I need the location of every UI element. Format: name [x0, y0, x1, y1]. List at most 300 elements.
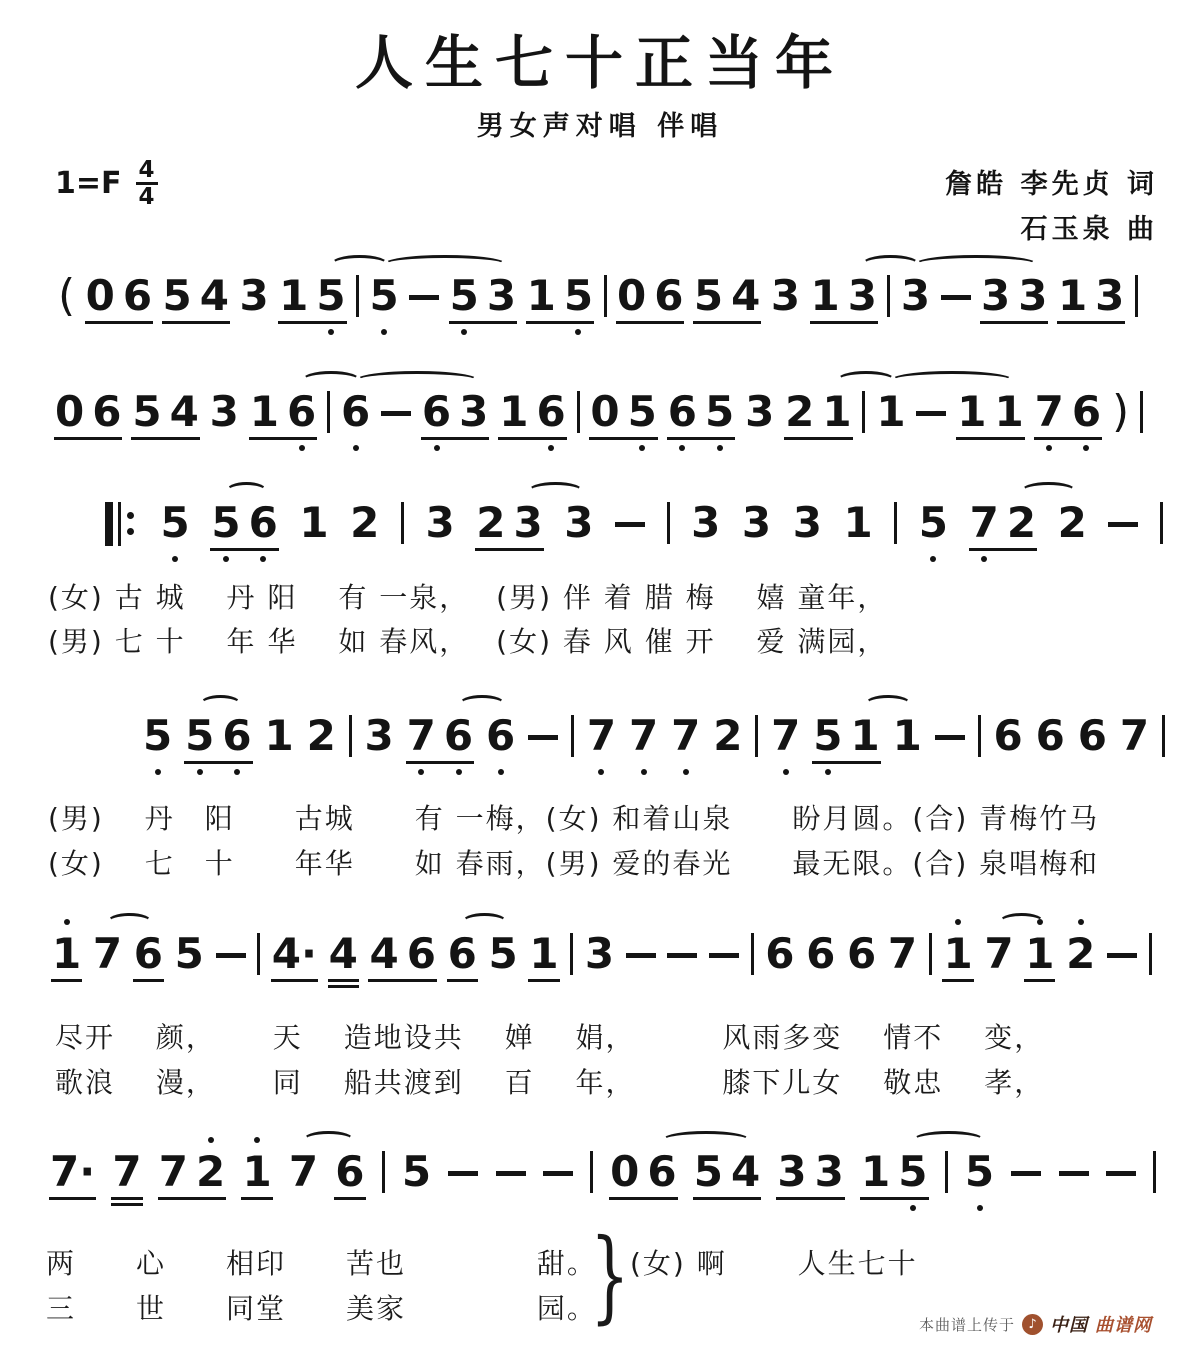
barline	[1135, 275, 1138, 317]
note-1: 1	[279, 271, 309, 320]
beam-group	[450, 272, 516, 320]
beam-group	[694, 272, 760, 320]
beam-line	[956, 437, 1024, 440]
low-octave-dot	[783, 769, 789, 775]
music-line-intro-2	[55, 388, 1143, 436]
note-5: 5	[174, 929, 204, 978]
beam-line	[54, 437, 122, 440]
note-2: 2	[713, 711, 743, 760]
high-octave-dot	[955, 919, 961, 925]
beam-line	[85, 321, 153, 324]
beam-group	[813, 712, 879, 760]
low-octave-dot	[434, 445, 440, 451]
site-logo-icon: ♪	[1022, 1314, 1043, 1335]
note-6: 6	[847, 929, 877, 978]
barline	[1162, 715, 1165, 757]
barline	[1153, 1151, 1156, 1193]
dash-mark	[626, 953, 656, 958]
barline	[1140, 391, 1143, 433]
note-2: 2	[476, 498, 506, 547]
note-1: 1	[994, 387, 1024, 436]
beam-line	[421, 437, 489, 440]
slur-tie-arc	[302, 371, 360, 389]
beam-group	[785, 388, 851, 436]
note-6: 6	[249, 499, 278, 547]
beam-group	[957, 388, 1023, 436]
note-5: 5	[185, 712, 214, 760]
note-3: 3	[486, 271, 517, 320]
beam-group	[668, 388, 734, 436]
beam-group	[132, 388, 198, 436]
barline	[887, 275, 890, 317]
beam-group	[617, 272, 683, 320]
beam-group	[250, 388, 316, 436]
slur-tie-arc	[331, 255, 388, 273]
barline	[401, 502, 404, 544]
low-octave-dot	[910, 1205, 916, 1211]
lyric-row: 两 心 相印 苦也 甜。	[46, 1247, 597, 1280]
note-5: 5	[564, 272, 593, 320]
note-6: 6	[341, 388, 370, 436]
key-signature	[55, 158, 158, 209]
beam-line	[980, 321, 1048, 324]
note-3: 3	[584, 929, 615, 978]
lyric-row: (女) 古 城 丹 阳 有 一泉， (男) 伴 着 腊 梅 嬉 童年，	[48, 581, 888, 614]
note-7: 7	[984, 929, 1014, 978]
beam-line	[969, 548, 1037, 551]
low-octave-dot	[679, 445, 685, 451]
dash-mark	[1011, 1171, 1041, 1176]
lyric-row: 尽开 颜， 天 造地设共 婵 娟， 风雨多变 情不 变，	[55, 1021, 1045, 1054]
barline	[349, 715, 352, 757]
note-1: 1	[299, 498, 329, 547]
note-2: 2	[350, 498, 380, 547]
beam-line	[1034, 437, 1102, 440]
beam-group	[694, 1148, 760, 1196]
slur-tie-arc	[107, 913, 152, 931]
note-6: 6	[654, 271, 684, 320]
low-octave-dot	[548, 445, 554, 451]
note-4: 4	[199, 271, 230, 320]
note-1: 1	[529, 930, 558, 978]
dash-mark	[496, 1171, 526, 1176]
note-5: 5	[919, 499, 948, 547]
low-octave-dot	[930, 556, 936, 562]
beam-line	[498, 437, 566, 440]
note-1: 1	[861, 1147, 891, 1196]
note-6: 6	[222, 712, 251, 760]
beam-line	[184, 761, 252, 764]
beam-line	[526, 321, 594, 324]
barline	[590, 1151, 593, 1193]
dash-mark	[667, 953, 697, 958]
note-4: 4	[329, 930, 358, 978]
beam-line	[812, 761, 880, 764]
note-6: 6	[122, 271, 153, 320]
note-4: 4	[731, 271, 761, 320]
beam-line	[1057, 321, 1125, 324]
note-5: 5	[693, 271, 724, 320]
note-0: 0	[610, 1147, 640, 1196]
low-octave-dot	[717, 445, 723, 451]
note-5: 5	[401, 1147, 432, 1196]
barline	[945, 1151, 948, 1193]
low-octave-dot	[234, 769, 240, 775]
note-6: 6	[448, 930, 477, 978]
beam-group	[159, 1148, 225, 1196]
note-5: 5	[450, 272, 479, 320]
dash-mark	[935, 735, 965, 740]
note-3: 3	[814, 1147, 844, 1196]
dash-mark	[916, 411, 946, 416]
beam-line	[693, 1197, 761, 1200]
page-subtitle: 男女声对唱 伴唱	[476, 111, 724, 142]
barline	[570, 933, 573, 975]
note-1: 1	[822, 387, 852, 436]
note-6: 6	[1072, 388, 1101, 436]
note-6: 6	[406, 929, 436, 978]
low-octave-dot	[260, 556, 266, 562]
beam-group	[86, 272, 152, 320]
low-octave-dot	[197, 769, 203, 775]
low-octave-dot	[155, 769, 161, 775]
slur-tie-arc	[303, 1131, 353, 1149]
note-5: 5	[211, 499, 240, 547]
beam-line	[249, 437, 317, 440]
beam-line	[449, 321, 517, 324]
beam-group	[811, 272, 877, 320]
note-4dot: 4·	[272, 930, 317, 978]
slur-tie-arc	[862, 255, 919, 273]
note-2: 2	[1066, 930, 1095, 978]
lyric-row: (女) 七 十 年华 如 春雨，(男) 爱的春光 最无限。(合) 泉唱梅和	[48, 847, 1100, 880]
dash-mark	[1106, 1171, 1136, 1176]
note-3: 3	[1095, 271, 1125, 320]
beam-group	[610, 1148, 676, 1196]
barline	[257, 933, 260, 975]
beam-group	[499, 388, 565, 436]
dash-mark	[941, 295, 971, 300]
note-1: 1	[242, 1148, 271, 1196]
note-1: 1	[810, 271, 840, 320]
high-octave-dot	[64, 919, 70, 925]
note-5: 5	[898, 1148, 927, 1196]
note-7: 7	[970, 499, 999, 547]
low-octave-dot	[172, 556, 178, 562]
music-line-intro-1	[58, 272, 1138, 320]
low-octave-dot	[683, 769, 689, 775]
slur-tie-arc	[528, 482, 583, 500]
beam-line	[860, 1197, 928, 1200]
slur-tie-arc	[384, 255, 505, 273]
footer	[919, 1311, 1152, 1337]
slur-tie-arc	[200, 695, 241, 713]
beam-group	[407, 712, 473, 760]
barline	[571, 715, 574, 757]
slur-tie-arc	[915, 255, 1036, 273]
slur-tie-arc	[999, 913, 1044, 931]
dash-mark	[1107, 953, 1137, 958]
note-1: 1	[526, 271, 556, 320]
beam-line	[131, 437, 199, 440]
note-5: 5	[693, 1147, 723, 1196]
low-octave-dot	[639, 445, 645, 451]
barline	[327, 391, 330, 433]
ending-brace: }	[590, 1217, 630, 1334]
lyric-row: (男) 丹 阳 古城 有 一梅，(女) 和着山泉 盼月圆。(合) 青梅竹马	[48, 802, 1100, 835]
note-1: 1	[1025, 930, 1054, 978]
note-7: 7	[587, 712, 616, 760]
note-6: 6	[668, 388, 697, 436]
beam-line	[210, 548, 278, 551]
beam-group	[981, 272, 1047, 320]
note-3: 3	[847, 271, 877, 320]
low-octave-dot	[641, 769, 647, 775]
note-1: 1	[876, 387, 906, 436]
low-octave-dot	[598, 769, 604, 775]
slur-tie-arc	[459, 695, 505, 713]
dash-mark	[1108, 522, 1138, 527]
note-5: 5	[132, 387, 162, 436]
lyric-row: (男) 七 十 年 华 如 春风， (女) 春 风 催 开 爱 满园，	[48, 625, 888, 658]
barline	[604, 275, 607, 317]
note-6: 6	[92, 387, 122, 436]
note-3: 3	[691, 498, 721, 547]
note-5: 5	[705, 388, 734, 436]
beam-line	[368, 979, 436, 982]
beam-group	[185, 712, 251, 760]
beam-group	[422, 388, 488, 436]
music-line-verse-1	[105, 499, 1163, 547]
note-3: 3	[513, 498, 543, 547]
note-7: 7	[1035, 388, 1064, 436]
barline	[356, 275, 359, 317]
low-octave-dot	[977, 1205, 983, 1211]
barline	[978, 715, 981, 757]
dash-mark	[448, 1171, 478, 1176]
note-1: 1	[52, 930, 81, 978]
site-name-cn: 中国	[1050, 1315, 1088, 1336]
lyricist-credit: 詹皓 李先贞 词	[945, 169, 1158, 200]
lyric-row: (女) 啊 人生七十	[630, 1247, 918, 1280]
dash-mark	[709, 953, 739, 958]
note-6: 6	[335, 1148, 364, 1196]
dash-mark	[1059, 1171, 1089, 1176]
beam-line	[784, 437, 852, 440]
note-6: 6	[486, 712, 515, 760]
low-octave-dot	[223, 556, 229, 562]
beam-line	[609, 1197, 677, 1200]
beam-line	[278, 321, 346, 324]
parenthesis: (	[58, 270, 76, 321]
note-1: 1	[264, 711, 294, 760]
barline	[577, 391, 580, 433]
dash-mark	[528, 735, 558, 740]
note-6: 6	[1077, 711, 1107, 760]
slur-tie-arc	[356, 371, 478, 389]
note-4: 4	[169, 387, 199, 436]
note-3: 3	[209, 387, 239, 436]
composer-credit: 石玉泉 曲	[1020, 214, 1158, 245]
note-3: 3	[1018, 271, 1048, 320]
dash-mark	[409, 295, 439, 300]
page-title: 人生七十正当年	[354, 29, 845, 97]
barline	[755, 715, 758, 757]
note-7: 7	[771, 712, 800, 760]
note-7: 7	[112, 1148, 141, 1196]
note-4: 4	[369, 929, 399, 978]
note-5: 5	[965, 1148, 994, 1196]
note-6: 6	[134, 930, 163, 978]
note-5: 5	[628, 388, 657, 436]
beam-line	[406, 761, 474, 764]
music-line-verse-3	[52, 930, 1152, 978]
lyric-row: 歌浪 漫， 同 船共渡到 百 年， 膝下儿女 敬忠 孝，	[55, 1066, 1045, 1099]
note-1: 1	[499, 387, 529, 436]
note-7: 7	[887, 929, 918, 978]
lyric-row: 三 世 同堂 美家 园。	[46, 1292, 597, 1325]
note-3: 3	[459, 387, 489, 436]
slur-tie-arc	[891, 371, 1013, 389]
note-3: 3	[364, 711, 394, 760]
note-3: 3	[425, 498, 455, 547]
music-line-verse-2	[143, 712, 1165, 760]
beam-line	[589, 437, 657, 440]
beam-line	[616, 321, 684, 324]
beam-line	[693, 321, 761, 324]
beam-group	[211, 499, 277, 547]
note-0: 0	[85, 271, 115, 320]
beam-line	[667, 437, 735, 440]
low-octave-dot	[1083, 445, 1089, 451]
parenthesis: )	[1111, 386, 1130, 437]
note-6: 6	[422, 388, 451, 436]
note-6: 6	[1035, 711, 1065, 760]
beam-group	[476, 499, 542, 547]
note-7: 7	[1119, 711, 1150, 760]
beam-group	[1035, 388, 1101, 436]
beam-group	[163, 272, 229, 320]
slur-tie-arc	[865, 695, 911, 713]
slur-tie-arc	[662, 1131, 750, 1149]
barline	[929, 933, 932, 975]
beam-line	[158, 1197, 226, 1200]
note-1: 1	[843, 498, 873, 547]
note-1: 1	[943, 930, 972, 978]
note-2: 2	[306, 711, 336, 760]
note-6: 6	[806, 929, 836, 978]
repeat-sign	[105, 499, 139, 547]
note-2: 2	[1057, 498, 1087, 547]
time-signature	[136, 158, 158, 209]
low-octave-dot	[575, 329, 581, 335]
footer-upload-text: 本曲谱上传于	[918, 1315, 1015, 1334]
low-octave-dot	[461, 329, 467, 335]
note-0: 0	[616, 271, 647, 320]
note-1: 1	[892, 711, 922, 760]
note-6: 6	[444, 712, 473, 760]
note-1: 1	[1057, 271, 1088, 320]
beam-line	[475, 548, 543, 551]
note-3: 3	[741, 498, 772, 547]
note-5: 5	[162, 271, 192, 320]
note-0: 0	[590, 387, 620, 436]
dash-mark	[615, 522, 645, 527]
slur-tie-arc	[837, 371, 895, 389]
note-3: 3	[777, 1147, 807, 1196]
barline	[1160, 502, 1163, 544]
beam-group	[590, 388, 656, 436]
note-3: 3	[770, 271, 801, 320]
note-5: 5	[316, 272, 345, 320]
beam-group	[55, 388, 121, 436]
note-4: 4	[730, 1147, 761, 1196]
site-name-rest: 曲谱网	[1095, 1315, 1152, 1336]
high-octave-dot	[1078, 919, 1084, 925]
note-2: 2	[196, 1148, 225, 1196]
beam-line	[162, 321, 230, 324]
slur-tie-arc	[913, 1131, 984, 1149]
note-6: 6	[287, 388, 316, 436]
slur-tie-arc	[1021, 482, 1076, 500]
note-5: 5	[813, 712, 842, 760]
note-7: 7	[158, 1147, 189, 1196]
low-octave-dot	[1046, 445, 1052, 451]
note-6: 6	[647, 1147, 677, 1196]
music-line-verse-4	[50, 1148, 1156, 1196]
beam-group	[861, 1148, 927, 1196]
slur-tie-arc	[462, 913, 507, 931]
note-7: 7	[288, 1147, 319, 1196]
note-2: 2	[785, 387, 815, 436]
note-7: 7	[629, 712, 658, 760]
note-3: 3	[900, 271, 931, 320]
low-octave-dot	[456, 769, 462, 775]
low-octave-dot	[328, 329, 334, 335]
low-octave-dot	[498, 769, 504, 775]
note-1: 1	[850, 711, 880, 760]
barline	[894, 502, 897, 544]
note-5: 5	[488, 929, 518, 978]
note-7: 7	[671, 712, 700, 760]
beam-group	[970, 499, 1036, 547]
note-3: 3	[564, 498, 594, 547]
note-1: 1	[957, 387, 987, 436]
barline	[751, 933, 754, 975]
beam-group	[279, 272, 345, 320]
low-octave-dot	[825, 769, 831, 775]
key-label: 1=F	[55, 166, 122, 202]
barline	[382, 1151, 385, 1193]
low-octave-dot	[299, 445, 305, 451]
note-5: 5	[370, 272, 399, 320]
meter-numerator: 4	[136, 158, 158, 185]
beam-group	[777, 1148, 843, 1196]
beam-group	[527, 272, 593, 320]
high-octave-dot	[254, 1137, 260, 1143]
beam-line	[810, 321, 878, 324]
low-octave-dot	[381, 329, 387, 335]
note-2: 2	[1006, 498, 1037, 547]
beam-line	[776, 1197, 844, 1200]
note-0: 0	[55, 387, 85, 436]
dash-mark	[381, 411, 411, 416]
low-octave-dot	[353, 445, 359, 451]
note-7: 7	[92, 929, 123, 978]
low-octave-dot	[981, 556, 987, 562]
note-7dot: 7·	[50, 1148, 95, 1196]
note-5: 5	[143, 712, 172, 760]
